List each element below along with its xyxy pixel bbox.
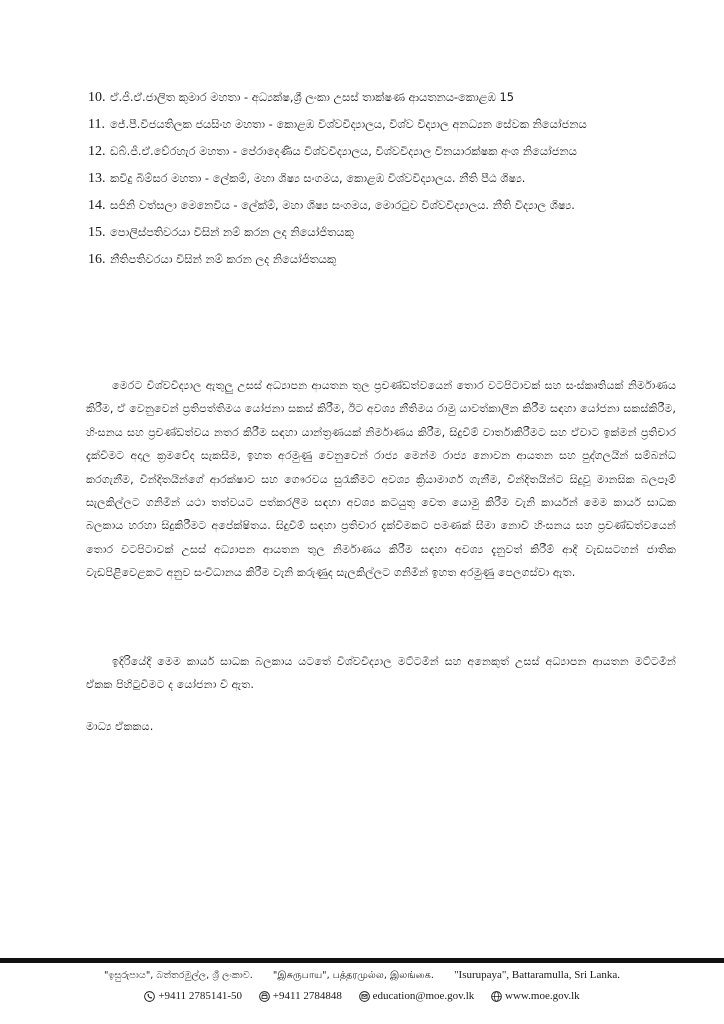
list-item-number: 14. (88, 198, 106, 213)
list-item (88, 219, 678, 246)
phone-icon (144, 991, 155, 1002)
list-item (88, 192, 678, 219)
footer-address (0, 966, 724, 985)
email-address[interactable]: education@moe.gov.lk (372, 990, 475, 1002)
address-sinhala: "ඉසුරුපාය", බත්තරමුල්ල, ශ්‍රී ලංකාව. (103, 970, 253, 981)
list-item-text: ඒ.ජී.ඒ.ජාලිත කුමාර මහතා - අධ්‍යක්ෂ,ශ්‍රී ලංකා උසස් තාක්ෂණ ආයතනය-කොළඹ 15 (110, 90, 514, 104)
list-item-number: 13. (88, 171, 106, 186)
list-item-number: 15. (88, 225, 106, 240)
list-item-text: ඩබ්.ජී.ඒ.වේරහැර මහතා - පේරාදෙණිය විශ්වවිද්‍යාලය, විශ්වවිද්‍යාල විනයාරක්ෂක අංශ නියෝජනය (110, 144, 577, 158)
list-item-text: නීතිපතිවරයා විසින් නම් කරන ලද නියෝජිතයකු (110, 252, 337, 266)
list-item (88, 84, 678, 111)
address-tamil: "இசுருபாய", பத்தரமுல்ல, இலங்கை. (272, 970, 434, 981)
contact-email[interactable] (359, 988, 475, 1004)
list-item (88, 165, 678, 192)
website-url[interactable]: www.moe.gov.lk (505, 990, 580, 1002)
list-item (88, 138, 678, 165)
phone-number: +9411 2785141-50 (158, 990, 243, 1002)
list-item-text: සජිනි වත්සලා මෙනෙවිය - ලේක්ම්, මහා ශිෂ්‍ය සංගමය, මොරටුව විශ්වවිද්‍යාලය. නීති විද්‍යාල ශිෂ්‍ය. (110, 198, 575, 212)
email-icon (359, 991, 370, 1002)
list-item-text: කවිදු බිම්සර මහතා - ලේකම්, මහා ශිෂ්‍ය සංගමය, කොළඹ විශ්වවිද්‍යාලය. නීති පීඨ ශිෂ්‍ය. (110, 171, 526, 185)
body-paragraph-future-units: ඉදිරියේදී මෙම කාර්ය සාධක බලකාය යටතේ විශ්වවිද්‍යාල මට්ටමින් සහ අනෙකුත් උසස් අධ්‍යාපන ආයතන මට්ටමින් ඒකක පිහිටුවීමට ද යෝජනා වී ඇත. (86, 655, 676, 692)
address-english: "Isurupaya", Battaramulla, Sri Lanka. (454, 969, 621, 981)
list-item-number: 10. (88, 90, 106, 105)
fax-number: +9411 2784848 (272, 990, 342, 1002)
footer-contacts (0, 988, 724, 1007)
footer-divider (0, 958, 724, 963)
list-item-text: ජේ.පී.විජයතිලක ජයසිංහ මහතා - කොළඹ විශ්වවිද්‍යාලය, විශ්ව විද්‍යාල අනධ්‍යන සේවක නියෝජනය (110, 117, 587, 131)
signature-media-unit: මාධ්‍ය ඒකකය. (86, 720, 154, 733)
contact-fax (259, 988, 342, 1004)
committee-member-list (88, 84, 678, 273)
body-paragraph-objectives: මෙරට විශ්වවිද්‍යාල ඇතුලු උසස් අධ්‍යාපන ආයතන තුල ප්‍රචණ්ඩත්වයෙන් තොර වටපිටාවක් සහ සංස්කෘතියක් නිර්මාණය කිරීම, ඒ වෙනුවෙන් ප්‍රතිපත්තිමය යෝජනා සකස් කිරීම, ඊට අවශ්‍ය නීතිමය රාමු යාවත්කාලීන කිරීම සඳහා යෝජනා සකස්කිරීම, හිංසනය සහ ප්‍රචණ්ඩත්වය නතර කිරීම සඳහා යාන්ත්‍රණයක් නිර්මාණය කිරීම, සිදුවීම් වාර්තාකිරීමට සහ ඒවාට ඉක්මන් ප්‍රතිචාර දැක්වීමට අදාල ක්‍රමවේද සැකසීම, ඉහත අරමුණු වෙනුවෙන් රාජ්‍ය මෙන්ම රාජ්‍ය නොවන ආයතන සහ පුද්ගලයින් සම්බන්ධ කරගැනීම, වින්දිතයින්ගේ ආරක්ෂාව සහ ගෞරවය සුරැකීමට අවශ්‍ය ක්‍රියාමාර්ග ගැනීම, වින්දිතයින්ට සිදුවූ මානසික බලපෑම් සැලකිල්ලට ගනිමින් යථා තත්වයට පත්කරලීම සඳහා අවශ්‍ය කටයුතු වෙත යොමු කිරීම වැනි කාර්යන් මෙම කාර්ය සාධක බලකාය හරහා සිදුකිරීමට අපේක්ෂිතය. සිදුවීම් සඳහා ප්‍රතිචාර දැක්වීමකට පමණක් සීමා නොවී හිංසනය සහ ප්‍රචණ්ඩත්වයෙන් තොර වටපිටාවක් උසස් අධ්‍යාපන ආයතන තුල නිර්මාණය කිරීම සඳහා අවශ්‍ය දැනුවත් කිරීම් ආදී වැඩසටහන් ජාතික වැඩපිළිවෙළකට අනුව සංවිධානය කිරීම වැනි කරුණුද සැලකිල්ලට ගනිමින් ඉහත අරමුණු පෙලගස්වා ඇත. (86, 379, 676, 580)
list-item (88, 111, 678, 138)
list-item-number: 16. (88, 252, 106, 267)
list-item-text: පොලිස්පතිවරයා විසින් නම් කරන ලද නියෝජිතයකු (110, 225, 354, 239)
contact-website[interactable] (491, 988, 580, 1004)
contact-phone (144, 988, 242, 1004)
globe-icon (491, 991, 502, 1002)
fax-icon (259, 991, 270, 1002)
list-item (88, 246, 678, 273)
list-item-number: 11. (88, 117, 105, 132)
list-item-number: 12. (88, 144, 106, 159)
